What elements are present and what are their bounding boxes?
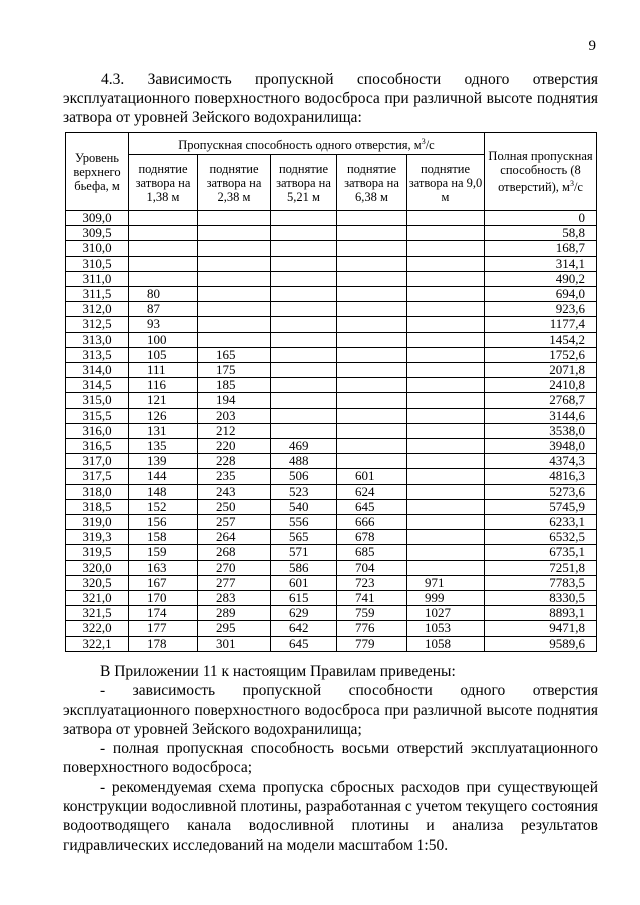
cell-g2 <box>198 226 271 241</box>
cell-total: 7251,8 <box>485 560 597 575</box>
cell-level: 316,5 <box>66 439 129 454</box>
cell-g4 <box>337 423 407 438</box>
heading-line-3: затвора от уровней Зейского водохранилища: <box>63 109 362 126</box>
cell-g1: 144 <box>129 469 198 484</box>
cell-g1: 170 <box>129 591 198 606</box>
cell-g3: 615 <box>271 591 337 606</box>
cell-level: 311,0 <box>66 271 129 286</box>
cell-level: 312,5 <box>66 317 129 332</box>
cell-g2: 243 <box>198 484 271 499</box>
cell-g2: 203 <box>198 408 271 423</box>
cell-level: 313,0 <box>66 332 129 347</box>
cell-g1: 100 <box>129 332 198 347</box>
table-row <box>66 636 597 651</box>
cell-level: 309,5 <box>66 226 129 241</box>
cell-g2: 235 <box>198 469 271 484</box>
cell-g1 <box>129 256 198 271</box>
cell-g1: 177 <box>129 621 198 636</box>
cell-g4 <box>337 211 407 226</box>
cell-g2: 257 <box>198 515 271 530</box>
cell-g4 <box>337 408 407 423</box>
cell-g1: 163 <box>129 560 198 575</box>
cell-level: 319,0 <box>66 515 129 530</box>
cell-g2: 220 <box>198 439 271 454</box>
table-row <box>66 454 597 469</box>
cell-g2 <box>198 271 271 286</box>
body-bullet-2: - полная пропускная способность восьми отверстий эксплуатационного поверхностного водосброса; <box>63 740 598 777</box>
cell-g4: 779 <box>337 636 407 651</box>
cell-g4 <box>337 317 407 332</box>
cell-g3: 540 <box>271 499 337 514</box>
table-row <box>66 530 597 545</box>
cell-total: 1752,6 <box>485 347 597 362</box>
table-row <box>66 241 597 256</box>
cell-g5 <box>407 241 485 256</box>
cell-total: 8330,5 <box>485 591 597 606</box>
header-level: Уровень верхнего бьефа, м <box>66 133 129 211</box>
cell-g2: 268 <box>198 545 271 560</box>
cell-g4: 685 <box>337 545 407 560</box>
cell-g2: 175 <box>198 363 271 378</box>
cell-g1 <box>129 271 198 286</box>
cell-g5 <box>407 363 485 378</box>
cell-g3: 565 <box>271 530 337 545</box>
cell-g3 <box>271 271 337 286</box>
cell-total: 694,0 <box>485 287 597 302</box>
cell-g4 <box>337 241 407 256</box>
cell-g5: 1027 <box>407 606 485 621</box>
cell-total: 9471,8 <box>485 621 597 636</box>
cell-g3 <box>271 378 337 393</box>
cell-g4 <box>337 256 407 271</box>
cell-g4: 776 <box>337 621 407 636</box>
table-body <box>66 211 597 652</box>
cell-g4 <box>337 287 407 302</box>
cell-g3 <box>271 393 337 408</box>
cell-level: 315,5 <box>66 408 129 423</box>
cell-g1 <box>129 226 198 241</box>
cell-total: 2410,8 <box>485 378 597 393</box>
table-row <box>66 560 597 575</box>
cell-g2: 301 <box>198 636 271 651</box>
table-row <box>66 302 597 317</box>
header-gate-2: поднятие затвора на 2,38 м <box>198 155 271 211</box>
header-gate-5: поднятие затвора на 9,0 м <box>407 155 485 211</box>
cell-g5 <box>407 317 485 332</box>
cell-g1: 116 <box>129 378 198 393</box>
cell-g3: 506 <box>271 469 337 484</box>
cell-total: 2768,7 <box>485 393 597 408</box>
cell-level: 313,5 <box>66 347 129 362</box>
cell-total: 923,6 <box>485 302 597 317</box>
cell-g3: 586 <box>271 560 337 575</box>
cell-level: 321,0 <box>66 591 129 606</box>
cell-level: 318,5 <box>66 499 129 514</box>
cell-g5 <box>407 530 485 545</box>
cell-g3 <box>271 347 337 362</box>
cell-total: 0 <box>485 211 597 226</box>
cell-g4 <box>337 347 407 362</box>
cell-g3 <box>271 226 337 241</box>
cell-g2 <box>198 332 271 347</box>
cell-level: 312,0 <box>66 302 129 317</box>
discharge-table <box>65 132 597 652</box>
cell-g3: 642 <box>271 621 337 636</box>
cell-level: 317,5 <box>66 469 129 484</box>
page-number: 9 <box>588 38 596 54</box>
cell-g5 <box>407 393 485 408</box>
cell-level: 311,5 <box>66 287 129 302</box>
cell-g1: 135 <box>129 439 198 454</box>
cell-g5 <box>407 439 485 454</box>
cell-g4 <box>337 363 407 378</box>
cell-g1: 111 <box>129 363 198 378</box>
table-row <box>66 469 597 484</box>
heading-line-2: эксплуатационного поверхностного водосброса при различной высоте поднятия <box>63 90 598 107</box>
cell-level: 309,0 <box>66 211 129 226</box>
cell-g5 <box>407 378 485 393</box>
cell-total: 168,7 <box>485 241 597 256</box>
table-row <box>66 363 597 378</box>
cell-g5: 971 <box>407 575 485 590</box>
cell-g3: 629 <box>271 606 337 621</box>
cell-level: 319,3 <box>66 530 129 545</box>
cell-level: 322,1 <box>66 636 129 651</box>
cell-level: 320,0 <box>66 560 129 575</box>
cell-g4 <box>337 271 407 286</box>
cell-g1: 152 <box>129 499 198 514</box>
cell-g2: 264 <box>198 530 271 545</box>
cell-g1: 148 <box>129 484 198 499</box>
cell-g1: 156 <box>129 515 198 530</box>
cell-g4: 624 <box>337 484 407 499</box>
cell-g3: 571 <box>271 545 337 560</box>
cell-total: 6735,1 <box>485 545 597 560</box>
table-row <box>66 591 597 606</box>
header-total: Полная пропускная способность (8 отверстий), $м^3/с$ <box>485 133 597 211</box>
cell-g2: 270 <box>198 560 271 575</box>
cell-g1: 105 <box>129 347 198 362</box>
cell-total: 5745,9 <box>485 499 597 514</box>
cell-total: 6532,5 <box>485 530 597 545</box>
cell-g4 <box>337 454 407 469</box>
cell-g5 <box>407 226 485 241</box>
cell-total: 9589,6 <box>485 636 597 651</box>
cell-level: 322,0 <box>66 621 129 636</box>
table-row <box>66 393 597 408</box>
cell-g2: 228 <box>198 454 271 469</box>
cell-total: 58,8 <box>485 226 597 241</box>
cell-g1: 126 <box>129 408 198 423</box>
cell-g5: 1053 <box>407 621 485 636</box>
cell-g4: 759 <box>337 606 407 621</box>
cell-level: 315,0 <box>66 393 129 408</box>
cell-g5 <box>407 332 485 347</box>
cell-g1: 178 <box>129 636 198 651</box>
cell-g1: 131 <box>129 423 198 438</box>
cell-g2 <box>198 256 271 271</box>
header-group: Пропускная способность одного отверстия, $м^3/с$ <box>129 133 485 155</box>
cell-g1: 121 <box>129 393 198 408</box>
cell-total: 4374,3 <box>485 454 597 469</box>
cell-level: 318,0 <box>66 484 129 499</box>
table-row <box>66 408 597 423</box>
cell-g5: 999 <box>407 591 485 606</box>
cell-g1: 93 <box>129 317 198 332</box>
cell-g5 <box>407 545 485 560</box>
cell-g5 <box>407 423 485 438</box>
heading-line-1: 4.3. Зависимость пропускной способности одного отверстия <box>101 71 598 88</box>
cell-g3 <box>271 317 337 332</box>
cell-g3 <box>271 423 337 438</box>
cell-total: 5273,6 <box>485 484 597 499</box>
cell-g4: 704 <box>337 560 407 575</box>
cell-g5 <box>407 271 485 286</box>
cell-level: 316,0 <box>66 423 129 438</box>
header-gate-3: поднятие затвора на 5,21 м <box>271 155 337 211</box>
cell-g3 <box>271 363 337 378</box>
cell-total: 7783,5 <box>485 575 597 590</box>
body-text <box>63 662 598 855</box>
cell-g4 <box>337 302 407 317</box>
header-gate-1: поднятие затвора на 1,38 м <box>129 155 198 211</box>
cell-total: 8893,1 <box>485 606 597 621</box>
cell-g5 <box>407 256 485 271</box>
table-row <box>66 317 597 332</box>
cell-total: 1177,4 <box>485 317 597 332</box>
cell-g2: 289 <box>198 606 271 621</box>
cell-g1 <box>129 211 198 226</box>
cell-g1: 139 <box>129 454 198 469</box>
cell-g4: 645 <box>337 499 407 514</box>
cell-g5 <box>407 454 485 469</box>
cell-g5 <box>407 560 485 575</box>
cell-g1: 80 <box>129 287 198 302</box>
cell-g4: 678 <box>337 530 407 545</box>
table-row <box>66 439 597 454</box>
table-row <box>66 499 597 514</box>
table-row <box>66 226 597 241</box>
cell-g1: 87 <box>129 302 198 317</box>
cell-total: 314,1 <box>485 256 597 271</box>
cell-g4 <box>337 393 407 408</box>
table-row <box>66 515 597 530</box>
cell-g3: 601 <box>271 575 337 590</box>
cell-g1: 167 <box>129 575 198 590</box>
cell-level: 310,5 <box>66 256 129 271</box>
cell-g3: 556 <box>271 515 337 530</box>
cell-g2 <box>198 287 271 302</box>
cell-g2: 283 <box>198 591 271 606</box>
cell-total: 3538,0 <box>485 423 597 438</box>
table-row <box>66 347 597 362</box>
cell-g2 <box>198 317 271 332</box>
cell-level: 319,5 <box>66 545 129 560</box>
cell-g3: 488 <box>271 454 337 469</box>
cell-g2: 185 <box>198 378 271 393</box>
body-intro: В Приложении 11 к настоящим Правилам приведены: <box>100 663 456 680</box>
cell-g5: 1058 <box>407 636 485 651</box>
cell-g3 <box>271 256 337 271</box>
cell-total: 1454,2 <box>485 332 597 347</box>
cell-g3 <box>271 332 337 347</box>
header-gate-4: поднятие затвора на 6,38 м <box>337 155 407 211</box>
cell-total: 6233,1 <box>485 515 597 530</box>
table-row <box>66 332 597 347</box>
cell-g3 <box>271 211 337 226</box>
table-row <box>66 271 597 286</box>
cell-g5 <box>407 408 485 423</box>
cell-g3 <box>271 302 337 317</box>
cell-total: 3948,0 <box>485 439 597 454</box>
cell-level: 314,5 <box>66 378 129 393</box>
cell-level: 310,0 <box>66 241 129 256</box>
cell-g4: 666 <box>337 515 407 530</box>
cell-g5 <box>407 302 485 317</box>
cell-g2 <box>198 211 271 226</box>
cell-g1: 158 <box>129 530 198 545</box>
cell-g5 <box>407 499 485 514</box>
cell-g5 <box>407 469 485 484</box>
table-row <box>66 378 597 393</box>
cell-total: 2071,8 <box>485 363 597 378</box>
cell-total: 4816,3 <box>485 469 597 484</box>
table-row <box>66 256 597 271</box>
cell-g4: 723 <box>337 575 407 590</box>
table-row <box>66 606 597 621</box>
body-bullet-3: - рекомендуемая схема пропуска сбросных расходов при существующей конструкции водосливной плотины, разработанная с учетом текущего состояния водоотводящего канала водосливной плотины и анализа результатов гидравлических исследований на модели масштабом 1:50. <box>63 778 598 854</box>
cell-g3: 645 <box>271 636 337 651</box>
cell-g2: 277 <box>198 575 271 590</box>
cell-g5 <box>407 347 485 362</box>
cell-g4 <box>337 378 407 393</box>
cell-g4: 741 <box>337 591 407 606</box>
cell-level: 320,5 <box>66 575 129 590</box>
cell-g1: 174 <box>129 606 198 621</box>
cell-g5 <box>407 515 485 530</box>
table-row <box>66 287 597 302</box>
cell-g2 <box>198 302 271 317</box>
cell-g3 <box>271 241 337 256</box>
cell-g2: 194 <box>198 393 271 408</box>
cell-g4 <box>337 439 407 454</box>
cell-g1: 159 <box>129 545 198 560</box>
table-row <box>66 484 597 499</box>
cell-level: 317,0 <box>66 454 129 469</box>
body-bullet-1: - зависимость пропускной способности одного отверстия эксплуатационного поверхностного водосброса при различной высоте поднятия затвора от уровней Зейского водохранилища; <box>63 682 598 738</box>
table-row <box>66 545 597 560</box>
cell-g4: 601 <box>337 469 407 484</box>
cell-g3: 523 <box>271 484 337 499</box>
cell-g4 <box>337 332 407 347</box>
cell-g3 <box>271 408 337 423</box>
cell-level: 314,0 <box>66 363 129 378</box>
cell-g2: 212 <box>198 423 271 438</box>
cell-g2: 295 <box>198 621 271 636</box>
cell-g1 <box>129 241 198 256</box>
cell-g5 <box>407 211 485 226</box>
table-row <box>66 423 597 438</box>
table-row <box>66 621 597 636</box>
table-row <box>66 211 597 226</box>
cell-g2: 250 <box>198 499 271 514</box>
cell-g3: 469 <box>271 439 337 454</box>
cell-total: 3144,6 <box>485 408 597 423</box>
section-heading <box>63 70 598 127</box>
cell-g3 <box>271 287 337 302</box>
table-row <box>66 575 597 590</box>
cell-g2 <box>198 241 271 256</box>
cell-g5 <box>407 484 485 499</box>
cell-level: 321,5 <box>66 606 129 621</box>
cell-g5 <box>407 287 485 302</box>
cell-total: 490,2 <box>485 271 597 286</box>
cell-g2: 165 <box>198 347 271 362</box>
cell-g4 <box>337 226 407 241</box>
